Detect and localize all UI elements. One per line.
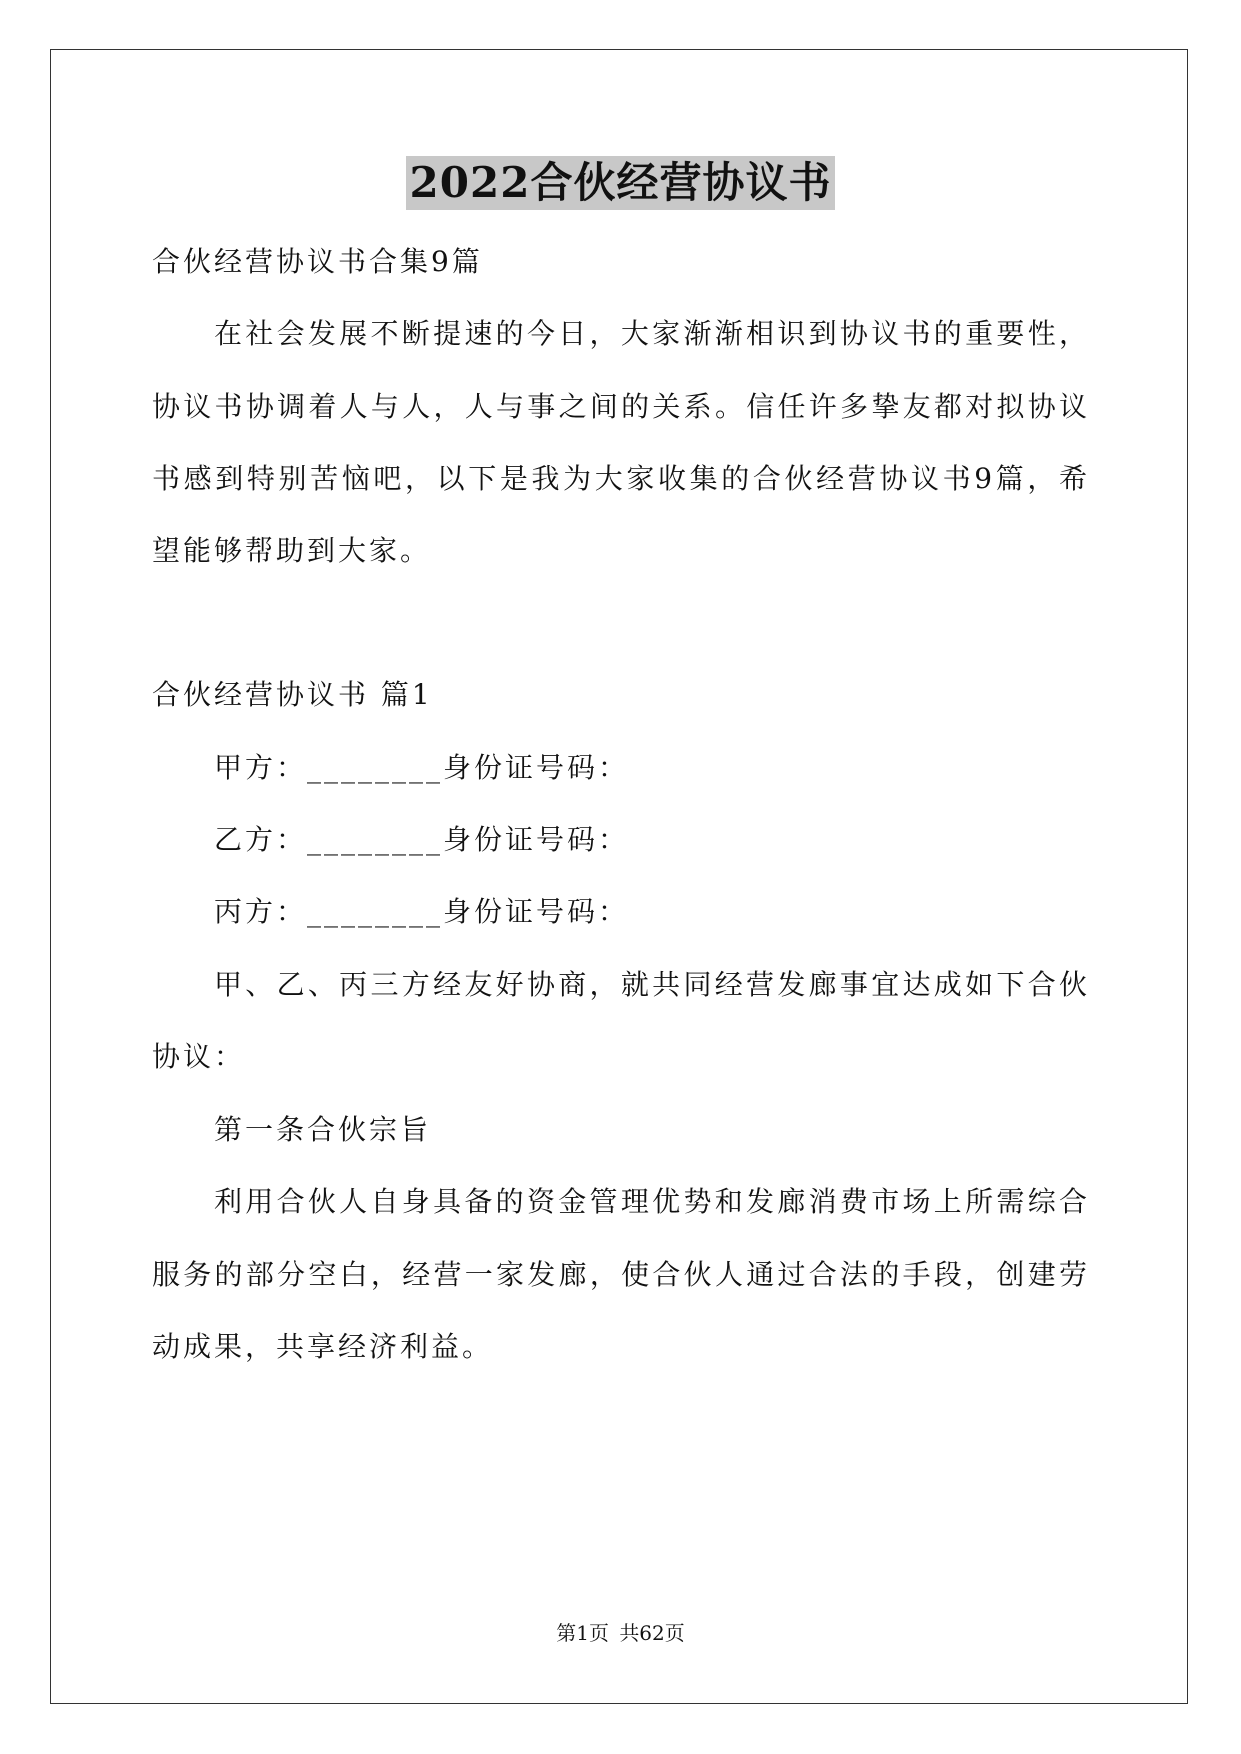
party-a-line: 甲方：________身份证号码：	[214, 751, 630, 784]
page-number: 第1页	[556, 1621, 609, 1645]
section-heading: 合伙经营协议书 篇1	[152, 678, 433, 711]
party-b-line: 乙方：________身份证号码：	[214, 823, 630, 856]
page-footer	[0, 1620, 1241, 1646]
purpose-line-3: 动成果，共享经济利益。	[152, 1330, 494, 1363]
party-c-line: 丙方：________身份证号码：	[214, 895, 630, 928]
title-wrap	[0, 156, 1241, 210]
purpose-line-1: 利用合伙人自身具备的资金管理优势和发廊消费市场上所需综合	[214, 1185, 1087, 1218]
intro-line-3: 书感到特别苦恼吧，以下是我为大家收集的合伙经营协议书9篇，希	[152, 462, 1087, 495]
intro-line-1: 在社会发展不断提速的今日，大家渐渐相识到协议书的重要性，	[214, 317, 1087, 350]
agreement-line-1: 甲、乙、丙三方经友好协商，就共同经营发廊事宜达成如下合伙	[214, 968, 1087, 1001]
collection-heading: 合伙经营协议书合集9篇	[152, 245, 483, 278]
intro-line-4: 望能够帮助到大家。	[152, 534, 432, 567]
intro-line-2: 协议书协调着人与人，人与事之间的关系。信任许多挚友都对拟协议	[152, 390, 1087, 423]
purpose-line-2: 服务的部分空白，经营一家发廊，使合伙人通过合法的手段，创建劳	[152, 1258, 1087, 1291]
article-heading: 第一条合伙宗旨	[214, 1113, 432, 1146]
page-border	[50, 49, 1188, 1704]
agreement-line-2: 协议：	[152, 1040, 246, 1073]
document-title: 2022合伙经营协议书	[406, 156, 836, 210]
page-total: 共62页	[619, 1621, 685, 1645]
